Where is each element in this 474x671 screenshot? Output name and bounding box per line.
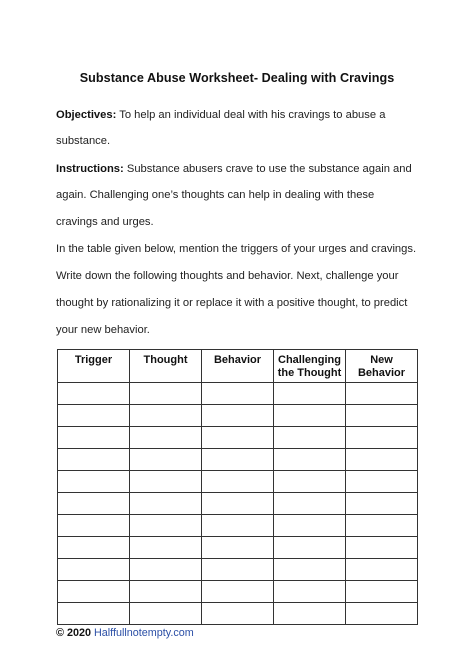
table-cell[interactable] xyxy=(130,383,202,405)
table-cell[interactable] xyxy=(346,449,418,471)
instructions-line-2: again. Challenging one’s thoughts can help in dealing with these xyxy=(56,189,375,201)
objectives-text-1: To help an individual deal with his cravings to abuse a xyxy=(116,109,386,121)
table-cell[interactable] xyxy=(58,449,130,471)
table-cell[interactable] xyxy=(58,537,130,559)
table-cell[interactable] xyxy=(202,581,274,603)
table-row xyxy=(58,493,418,515)
table-cell[interactable] xyxy=(202,427,274,449)
table-cell[interactable] xyxy=(346,515,418,537)
table-cell[interactable] xyxy=(58,515,130,537)
table-row xyxy=(58,471,418,493)
table-cell[interactable] xyxy=(346,537,418,559)
footer xyxy=(56,627,194,639)
table-cell[interactable] xyxy=(130,537,202,559)
objectives-label: Objectives: xyxy=(56,109,117,121)
table-cell[interactable] xyxy=(274,537,346,559)
table-cell[interactable] xyxy=(58,383,130,405)
table-cell[interactable] xyxy=(58,603,130,625)
instructions-line-3: cravings and urges. xyxy=(56,216,154,228)
table-cell[interactable] xyxy=(346,603,418,625)
instructions-text-1: Substance abusers crave to use the substance again and xyxy=(123,163,412,175)
table-cell[interactable] xyxy=(202,405,274,427)
table-row xyxy=(58,603,418,625)
instructions-line-7: your new behavior. xyxy=(56,324,150,336)
header-new-behavior-label: New Behavior xyxy=(357,354,406,379)
header-thought xyxy=(130,350,202,383)
table-cell[interactable] xyxy=(130,515,202,537)
table-cell[interactable] xyxy=(274,603,346,625)
table-cell[interactable] xyxy=(274,515,346,537)
table-cell[interactable] xyxy=(202,603,274,625)
table-cell[interactable] xyxy=(130,471,202,493)
table-header-row xyxy=(58,350,418,383)
table-cell[interactable] xyxy=(58,493,130,515)
table-cell[interactable] xyxy=(130,603,202,625)
objectives-line-2: substance. xyxy=(56,135,111,147)
objectives-line-1 xyxy=(56,107,436,123)
table-cell[interactable] xyxy=(202,449,274,471)
header-behavior-label: Behavior xyxy=(213,354,262,366)
table-cell[interactable] xyxy=(274,493,346,515)
table-cell[interactable] xyxy=(274,471,346,493)
footer-copyright: © 2020 xyxy=(56,627,91,639)
worksheet-table xyxy=(57,349,418,625)
table-row xyxy=(58,449,418,471)
table-cell[interactable] xyxy=(58,559,130,581)
table-cell[interactable] xyxy=(202,383,274,405)
table-cell[interactable] xyxy=(346,493,418,515)
worksheet-title: Substance Abuse Worksheet- Dealing with Cravings xyxy=(79,71,395,85)
table-row xyxy=(58,515,418,537)
header-thought-label: Thought xyxy=(143,354,188,366)
table-cell[interactable] xyxy=(58,581,130,603)
table-row xyxy=(58,537,418,559)
header-trigger-label: Trigger xyxy=(74,354,113,366)
table-cell[interactable] xyxy=(346,405,418,427)
table-cell[interactable] xyxy=(346,471,418,493)
header-behavior xyxy=(202,350,274,383)
table-row xyxy=(58,559,418,581)
table-cell[interactable] xyxy=(274,405,346,427)
instructions-line-1 xyxy=(56,161,436,177)
table-cell[interactable] xyxy=(202,515,274,537)
table-cell[interactable] xyxy=(274,559,346,581)
table-cell[interactable] xyxy=(202,471,274,493)
table-cell[interactable] xyxy=(130,581,202,603)
table-row xyxy=(58,405,418,427)
instructions-line-4: In the table given below, mention the triggers of your urges and cravings. xyxy=(56,243,417,255)
table-cell[interactable] xyxy=(346,427,418,449)
table-cell[interactable] xyxy=(274,449,346,471)
table-row xyxy=(58,383,418,405)
footer-site-link[interactable]: Halffullnotempty.com xyxy=(93,627,194,639)
table-cell[interactable] xyxy=(346,559,418,581)
table-cell[interactable] xyxy=(202,493,274,515)
table-row xyxy=(58,427,418,449)
header-challenging-thought-label: Challenging the Thought xyxy=(277,354,342,379)
table-cell[interactable] xyxy=(58,427,130,449)
table-cell[interactable] xyxy=(130,559,202,581)
table-body xyxy=(58,383,418,625)
header-trigger xyxy=(58,350,130,383)
table-cell[interactable] xyxy=(130,493,202,515)
instructions-line-6: thought by rationalizing it or replace it with a positive thought, to predict xyxy=(56,297,408,309)
table-cell[interactable] xyxy=(130,449,202,471)
table-cell[interactable] xyxy=(58,405,130,427)
table-cell[interactable] xyxy=(130,405,202,427)
table-cell[interactable] xyxy=(202,559,274,581)
table-cell[interactable] xyxy=(274,581,346,603)
table-cell[interactable] xyxy=(202,537,274,559)
header-challenging-thought xyxy=(274,350,346,383)
table-cell[interactable] xyxy=(130,427,202,449)
instructions-label: Instructions: xyxy=(56,163,124,175)
instructions-line-5: Write down the following thoughts and behavior. Next, challenge your xyxy=(56,270,399,282)
table-cell[interactable] xyxy=(274,383,346,405)
table-row xyxy=(58,581,418,603)
header-new-behavior xyxy=(346,350,418,383)
table-cell[interactable] xyxy=(58,471,130,493)
worksheet-table-container xyxy=(57,349,418,625)
table-cell[interactable] xyxy=(346,383,418,405)
table-cell[interactable] xyxy=(346,581,418,603)
table-cell[interactable] xyxy=(274,427,346,449)
